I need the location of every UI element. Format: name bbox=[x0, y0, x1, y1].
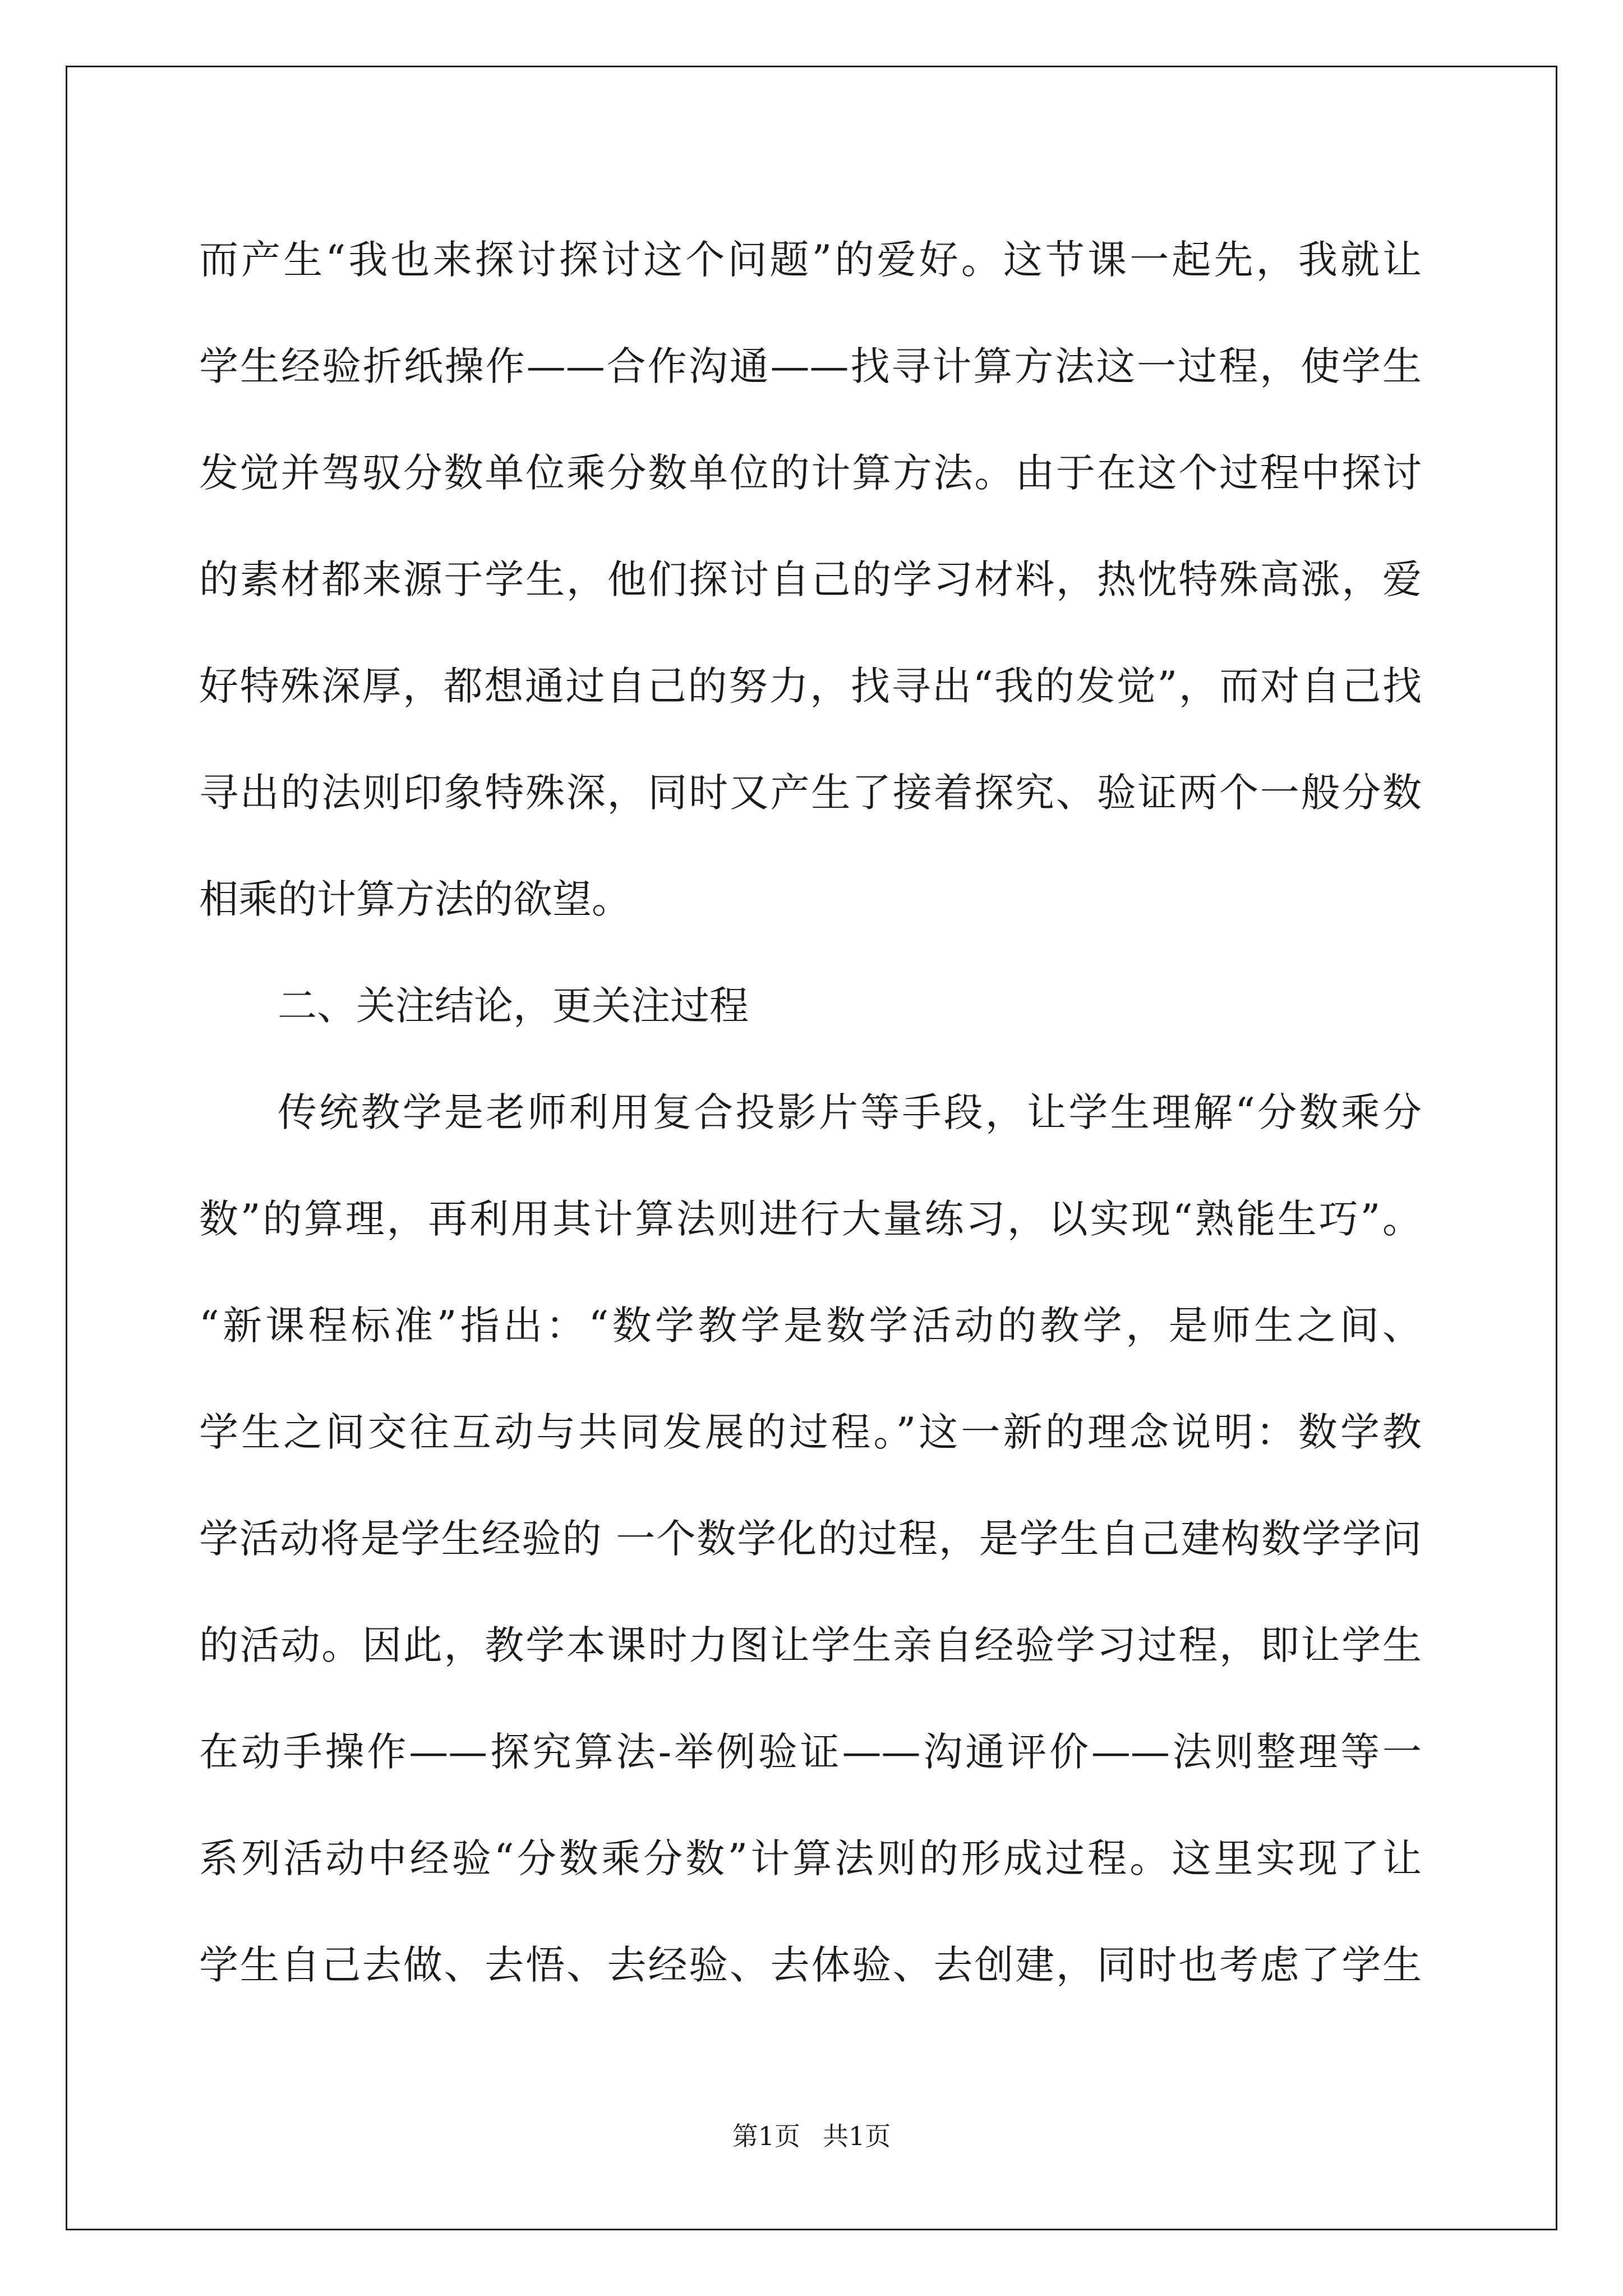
section-heading: 二、关注结论，更关注过程 bbox=[278, 983, 749, 1029]
text-line: 寻出的法则印象特殊深，同时又产生了接着探究、验证两个一般分数 bbox=[199, 770, 1422, 816]
text-line: 学生自己去做、去悟、去经验、去体验、去创建，同时也考虑了学生 bbox=[199, 1942, 1422, 1988]
page-number: 第1页 bbox=[732, 2121, 800, 2151]
page-footer bbox=[0, 2116, 1623, 2153]
text-line: 的素材都来源于学生，他们探讨自己的学习材料，热忱特殊高涨，爱 bbox=[199, 556, 1422, 602]
page-total: 共1页 bbox=[823, 2121, 891, 2151]
text-line: 而产生“我也来探讨探讨这个问题”的爱好。这节课一起先，我就让 bbox=[199, 237, 1422, 283]
text-line: 学生之间交往互动与共同发展的过程。”这一新的理念说明：数学教 bbox=[199, 1409, 1422, 1455]
text-line: 数”的算理，再利用其计算法则进行大量练习，以实现“熟能生巧”。 bbox=[199, 1196, 1422, 1242]
text-line: 的活动。因此，教学本课时力图让学生亲自经验学习过程，即让学生 bbox=[199, 1622, 1422, 1668]
text-line: 传统教学是老师利用复合投影片等手段，让学生理解“分数乘分 bbox=[278, 1089, 1422, 1135]
text-line: 相乘的计算方法的欲望。 bbox=[199, 876, 631, 922]
text-line: “新课程标准”指出：“数学教学是数学活动的教学，是师生之间、 bbox=[199, 1303, 1422, 1349]
text-line: 发觉并驾驭分数单位乘分数单位的计算方法。由于在这个过程中探讨 bbox=[199, 450, 1422, 496]
text-line: 在动手操作——探究算法-举例验证——沟通评价——法则整理等一 bbox=[199, 1729, 1422, 1775]
text-line: 好特殊深厚，都想通过自己的努力，找寻出“我的发觉”，而对自己找 bbox=[199, 663, 1422, 709]
text-line: 学生经验折纸操作——合作沟通——找寻计算方法这一过程，使学生 bbox=[199, 343, 1422, 389]
document-body bbox=[199, 206, 1422, 2018]
text-line: 系列活动中经验“分数乘分数”计算法则的形成过程。这里实现了让 bbox=[199, 1835, 1422, 1881]
text-line: 学活动将是学生经验的 一个数学化的过程，是学生自己建构数学学问 bbox=[199, 1516, 1422, 1562]
